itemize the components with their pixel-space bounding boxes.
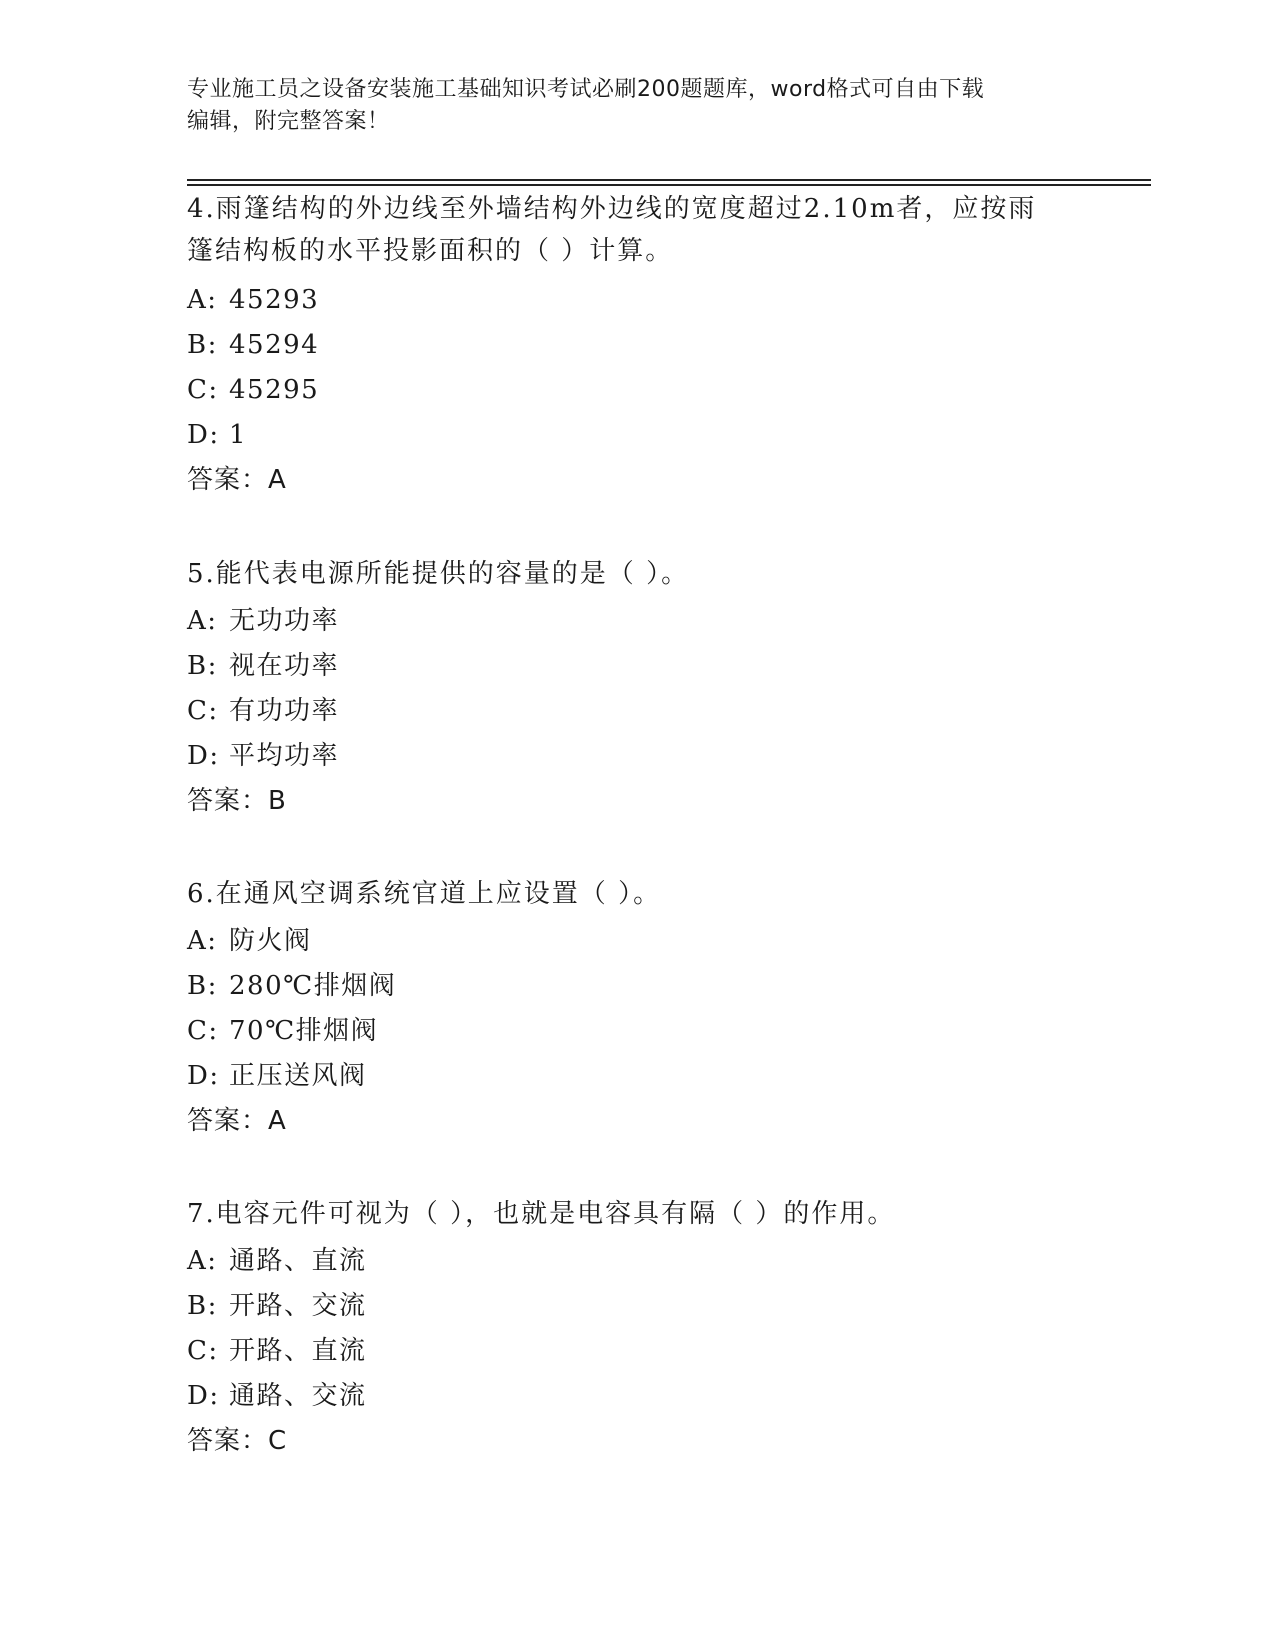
document-header [187, 74, 1087, 138]
header-divider-bottom [187, 184, 1151, 186]
answer-label: 答案：C [187, 1426, 288, 1456]
option-b: B: 45294 [187, 330, 320, 360]
question-6 [187, 873, 1087, 1144]
question-stem-line: 5.能代表电源所能提供的容量的是（ ）。 [187, 559, 690, 589]
question-stem-line: 6.在通风空调系统官道上应设置（ ）。 [187, 879, 662, 909]
option-d: D: 1 [187, 420, 248, 450]
option-a: A: 防火阀 [187, 926, 312, 956]
option-a: A: 无功功率 [187, 606, 340, 636]
option-c: C: 有功功率 [187, 696, 340, 726]
question-stem-line: 7.电容元件可视为（ ），也就是电容具有隔（ ）的作用。 [187, 1199, 896, 1229]
answer-label: 答案：A [187, 1106, 287, 1136]
question-7 [187, 1193, 1087, 1464]
header-line-1: 专业施工员之设备安装施工基础知识考试必刷200题题库，word格式可自由下载 [187, 77, 985, 102]
option-d: D: 正压送风阀 [187, 1061, 367, 1091]
question-stem-line: 4.雨篷结构的外边线至外墙结构外边线的宽度超过2.10m者，应按雨 [187, 194, 1037, 224]
option-c: C: 45295 [187, 375, 320, 405]
question-stem-line: 篷结构板的水平投影面积的（ ）计算。 [187, 236, 674, 266]
option-b: B: 280℃排烟阀 [187, 971, 397, 1001]
option-a: A: 通路、直流 [187, 1246, 367, 1276]
option-b: B: 视在功率 [187, 651, 340, 681]
option-b: B: 开路、交流 [187, 1291, 367, 1321]
header-line-2: 编辑，附完整答案！ [187, 109, 390, 134]
answer-label: 答案：B [187, 786, 287, 816]
option-c: C: 70℃排烟阀 [187, 1016, 379, 1046]
answer-label: 答案：A [187, 465, 287, 495]
question-5 [187, 553, 1087, 824]
option-d: D: 平均功率 [187, 741, 340, 771]
header-divider-top [187, 179, 1151, 181]
question-4 [187, 188, 1087, 503]
option-c: C: 开路、直流 [187, 1336, 367, 1366]
option-d: D: 通路、交流 [187, 1381, 367, 1411]
option-a: A: 45293 [187, 285, 320, 315]
